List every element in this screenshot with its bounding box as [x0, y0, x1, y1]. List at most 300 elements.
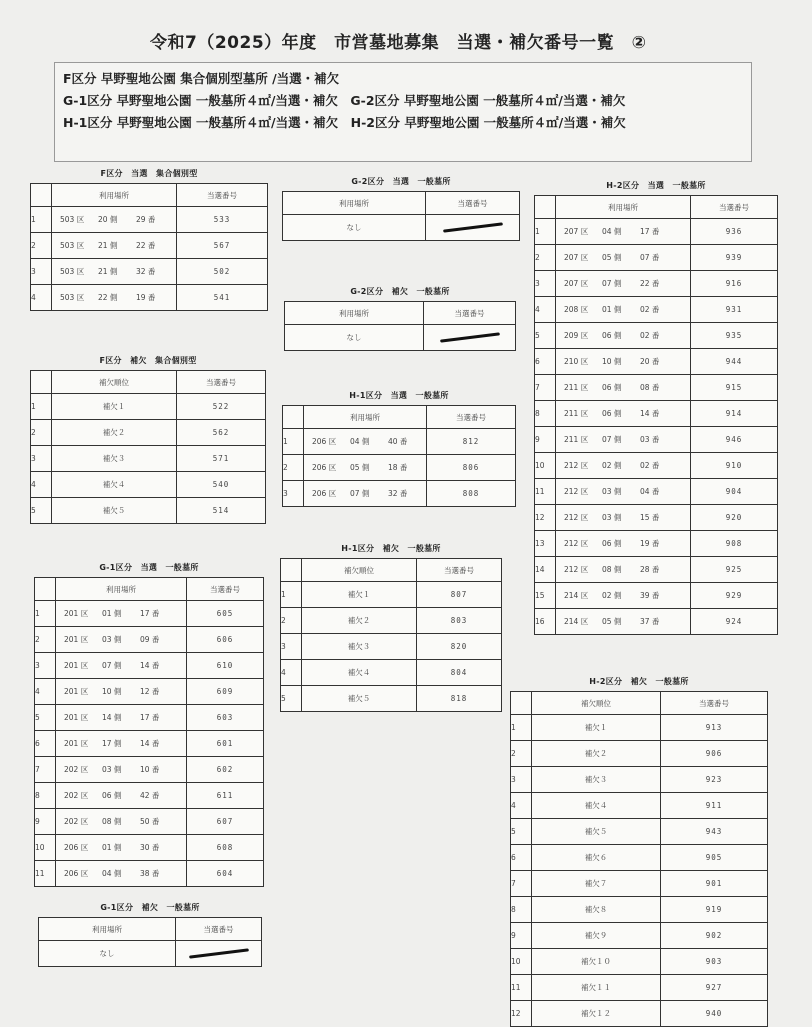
plot-number: 10 番 [140, 765, 160, 774]
dash-mark [440, 332, 500, 342]
winning-number: 562 [177, 420, 266, 446]
plot-number: 02 番 [640, 305, 660, 314]
g2-winners-section [282, 176, 520, 241]
location-cell [556, 557, 691, 583]
winning-number: 567 [177, 233, 268, 259]
table-row [511, 923, 768, 949]
h2-substitutes-section [510, 676, 768, 1027]
plot-area: 211 区 [564, 383, 589, 392]
row-index: 5 [31, 498, 52, 524]
plot-side: 07 側 [102, 661, 122, 670]
location-cell [52, 207, 177, 233]
table-row [511, 871, 768, 897]
location-cell [556, 505, 691, 531]
row-index: 1 [511, 715, 532, 741]
row-index: 3 [35, 653, 56, 679]
plot-side: 10 側 [102, 687, 122, 696]
substitute-order: 補欠３ [532, 767, 661, 793]
row-index: 16 [535, 609, 556, 635]
table-row [281, 634, 502, 660]
table-row [535, 531, 778, 557]
row-index: 4 [511, 793, 532, 819]
winning-number: 924 [691, 609, 778, 635]
plot-number: 18 番 [388, 463, 408, 472]
plot-side: 03 側 [602, 487, 622, 496]
page-title: 令和7（2025）年度 市営墓地募集 当選・補欠番号一覧 ② [150, 33, 647, 53]
plot-number: 14 番 [640, 409, 660, 418]
plot-side: 06 側 [102, 791, 122, 800]
location-cell [56, 627, 187, 653]
table-row [31, 285, 268, 311]
section-title: H-1区分 補欠 一般墓所 [341, 544, 441, 553]
location-cell [52, 233, 177, 259]
plot-area: 207 区 [564, 227, 589, 236]
row-index: 4 [31, 472, 52, 498]
section-title: F区分 当選 集合個別型 [100, 169, 198, 178]
location-header: 利用場所 [39, 918, 176, 941]
plot-area: 212 区 [564, 513, 589, 522]
winning-number: 610 [187, 653, 264, 679]
plot-area: 201 区 [64, 609, 89, 618]
section-title: F区分 補欠 集合個別型 [99, 356, 197, 365]
plot-area: 503 区 [60, 293, 85, 302]
table-row [31, 233, 268, 259]
plot-number: 15 番 [640, 513, 660, 522]
location-cell [56, 731, 187, 757]
plot-number: 29 番 [136, 215, 156, 224]
table-row [35, 601, 264, 627]
winning-number: 908 [691, 531, 778, 557]
row-index: 10 [511, 949, 532, 975]
plot-number: 03 番 [640, 435, 660, 444]
plot-number: 09 番 [140, 635, 160, 644]
winning-number: 936 [691, 219, 778, 245]
winning-number: 906 [661, 741, 768, 767]
winning-number: 502 [177, 259, 268, 285]
table-row [535, 349, 778, 375]
row-index: 4 [31, 285, 52, 311]
table-row [35, 653, 264, 679]
plot-side: 04 側 [350, 437, 370, 446]
winning-number: 946 [691, 427, 778, 453]
plot-area: 206 区 [312, 463, 337, 472]
section-title: G-1区分 補欠 一般墓所 [100, 903, 200, 912]
plot-area: 201 区 [64, 687, 89, 696]
row-index: 2 [35, 627, 56, 653]
row-index: 2 [511, 741, 532, 767]
plot-area: 201 区 [64, 713, 89, 722]
winning-number: 915 [691, 375, 778, 401]
row-index: 1 [281, 582, 302, 608]
location-cell [556, 427, 691, 453]
plot-side: 03 側 [102, 765, 122, 774]
location-cell [304, 429, 427, 455]
row-index: 8 [511, 897, 532, 923]
plot-number: 22 番 [136, 241, 156, 250]
row-index: 12 [535, 505, 556, 531]
plot-side: 06 側 [602, 383, 622, 392]
location-cell [56, 783, 187, 809]
plot-side: 08 側 [102, 817, 122, 826]
location-header: 利用場所 [556, 196, 691, 219]
location-cell [56, 757, 187, 783]
plot-side: 14 側 [102, 713, 122, 722]
row-index: 2 [535, 245, 556, 271]
table-row [511, 845, 768, 871]
plot-area: 212 区 [564, 487, 589, 496]
table-row [535, 219, 778, 245]
plot-side: 17 側 [102, 739, 122, 748]
table-header-row [285, 302, 516, 325]
table-row [285, 325, 516, 351]
number-header: 当選番号 [176, 918, 262, 941]
plot-area: 201 区 [64, 635, 89, 644]
substitute-order: 補欠９ [532, 923, 661, 949]
row-index: 5 [511, 819, 532, 845]
table-row [511, 897, 768, 923]
location-cell [556, 479, 691, 505]
substitute-order: 補欠３ [52, 446, 177, 472]
winning-number: 803 [417, 608, 502, 634]
table-row [31, 446, 266, 472]
h1-winners-section [282, 390, 516, 507]
plot-number: 02 番 [640, 461, 660, 470]
plot-area: 503 区 [60, 241, 85, 250]
winning-number: 920 [691, 505, 778, 531]
plot-side: 05 側 [350, 463, 370, 472]
row-index: 10 [35, 835, 56, 861]
table-header-row [535, 196, 778, 219]
row-index: 11 [35, 861, 56, 887]
location-cell [56, 809, 187, 835]
winning-number: 611 [187, 783, 264, 809]
number-header: 当選番号 [691, 196, 778, 219]
row-index: 11 [535, 479, 556, 505]
plot-side: 06 側 [602, 409, 622, 418]
winning-number: 910 [691, 453, 778, 479]
substitute-order: 補欠３ [302, 634, 417, 660]
g2-winners-table [282, 191, 520, 241]
plot-area: 202 区 [64, 817, 89, 826]
table-row [39, 941, 262, 967]
table-header-row [281, 559, 502, 582]
table-row [511, 793, 768, 819]
substitute-order: 補欠７ [532, 871, 661, 897]
row-index: 2 [31, 233, 52, 259]
substitute-order: 補欠４ [302, 660, 417, 686]
winning-number: 903 [661, 949, 768, 975]
plot-side: 05 側 [602, 253, 622, 262]
plot-side: 21 側 [98, 241, 118, 250]
number-header: 当選番号 [417, 559, 502, 582]
row-index: 9 [511, 923, 532, 949]
row-index: 8 [535, 401, 556, 427]
section-title: H-2区分 補欠 一般墓所 [589, 677, 689, 686]
table-row [511, 741, 768, 767]
table-row [31, 472, 266, 498]
index-header [511, 692, 532, 715]
row-index: 5 [281, 686, 302, 712]
row-index: 3 [281, 634, 302, 660]
plot-number: 39 番 [640, 591, 660, 600]
winning-number: 601 [187, 731, 264, 757]
f-substitutes-table [30, 370, 266, 524]
table-row [535, 297, 778, 323]
plot-side: 04 側 [602, 227, 622, 236]
plot-number: 02 番 [640, 331, 660, 340]
winning-number: 807 [417, 582, 502, 608]
plot-number: 19 番 [136, 293, 156, 302]
plot-area: 211 区 [564, 409, 589, 418]
table-row [35, 731, 264, 757]
plot-area: 211 区 [564, 435, 589, 444]
location-cell [556, 401, 691, 427]
row-index: 6 [511, 845, 532, 871]
location-header: 利用場所 [283, 192, 426, 215]
winning-number: 818 [417, 686, 502, 712]
location-cell [56, 653, 187, 679]
substitute-order: 補欠２ [302, 608, 417, 634]
table-row [511, 1001, 768, 1027]
winning-number: 929 [691, 583, 778, 609]
substitute-order: 補欠４ [52, 472, 177, 498]
h2-substitutes-table [510, 691, 768, 1027]
winning-number: 913 [661, 715, 768, 741]
row-index: 1 [283, 429, 304, 455]
f-winners-section [30, 168, 268, 311]
category-summary-box [54, 62, 752, 162]
plot-side: 10 側 [602, 357, 622, 366]
location-cell [52, 285, 177, 311]
plot-area: 206 区 [64, 869, 89, 878]
table-header-row [35, 578, 264, 601]
table-row [535, 505, 778, 531]
plot-side: 07 側 [602, 279, 622, 288]
row-index: 14 [535, 557, 556, 583]
index-header [535, 196, 556, 219]
row-index: 1 [535, 219, 556, 245]
location-cell [304, 481, 427, 507]
plot-number: 12 番 [140, 687, 160, 696]
row-index: 7 [535, 375, 556, 401]
plot-area: 214 区 [564, 591, 589, 600]
table-row [281, 582, 502, 608]
summary-line-f: F区分 早野聖地公園 集合個別型墓所 /当選・補欠 [63, 71, 340, 86]
plot-area: 212 区 [564, 539, 589, 548]
table-row [535, 453, 778, 479]
winning-number: 911 [661, 793, 768, 819]
plot-number: 14 番 [140, 739, 160, 748]
order-header: 補欠順位 [532, 692, 661, 715]
substitute-order: 補欠５ [302, 686, 417, 712]
section-title: G-2区分 補欠 一般墓所 [350, 287, 450, 296]
plot-side: 02 側 [602, 461, 622, 470]
plot-side: 05 側 [602, 617, 622, 626]
plot-side: 08 側 [602, 565, 622, 574]
row-index: 13 [535, 531, 556, 557]
row-index: 9 [35, 809, 56, 835]
plot-area: 201 区 [64, 661, 89, 670]
winning-number: 935 [691, 323, 778, 349]
substitute-order: 補欠２ [52, 420, 177, 446]
table-header-row [31, 184, 268, 207]
winning-number: 604 [187, 861, 264, 887]
winning-number: 916 [691, 271, 778, 297]
table-row [535, 427, 778, 453]
plot-side: 07 側 [350, 489, 370, 498]
plot-area: 207 区 [564, 279, 589, 288]
table-row [535, 583, 778, 609]
table-row [535, 245, 778, 271]
table-row [535, 609, 778, 635]
h2-winners-table [534, 195, 778, 635]
plot-number: 50 番 [140, 817, 160, 826]
table-row [511, 715, 768, 741]
table-header-row [283, 192, 520, 215]
plot-side: 22 側 [98, 293, 118, 302]
plot-side: 06 側 [602, 539, 622, 548]
index-header [283, 406, 304, 429]
table-row [31, 498, 266, 524]
section-title: G-2区分 当選 一般墓所 [351, 177, 451, 186]
g1-winners-table [34, 577, 264, 887]
row-index: 6 [535, 349, 556, 375]
table-row [511, 767, 768, 793]
substitute-order: 補欠１１ [532, 975, 661, 1001]
row-index: 2 [283, 455, 304, 481]
number-cell [424, 325, 516, 351]
number-header: 当選番号 [661, 692, 768, 715]
substitute-order: 補欠５ [52, 498, 177, 524]
table-row [35, 835, 264, 861]
substitute-order: 補欠８ [532, 897, 661, 923]
g1-substitutes-section [38, 902, 262, 967]
row-index: 8 [35, 783, 56, 809]
row-index: 2 [31, 420, 52, 446]
table-row [283, 215, 520, 241]
winning-number: 514 [177, 498, 266, 524]
plot-area: 210 区 [564, 357, 589, 366]
plot-area: 207 区 [564, 253, 589, 262]
location-cell [56, 835, 187, 861]
plot-number: 32 番 [136, 267, 156, 276]
none-cell: なし [283, 215, 426, 241]
location-cell [556, 245, 691, 271]
table-row [535, 401, 778, 427]
winning-number: 919 [661, 897, 768, 923]
row-index: 5 [35, 705, 56, 731]
winning-number: 522 [177, 394, 266, 420]
plot-side: 20 側 [98, 215, 118, 224]
winning-number: 808 [427, 481, 516, 507]
plot-area: 202 区 [64, 791, 89, 800]
plot-area: 214 区 [564, 617, 589, 626]
plot-area: 503 区 [60, 267, 85, 276]
plot-area: 503 区 [60, 215, 85, 224]
row-index: 1 [35, 601, 56, 627]
h1-winners-table [282, 405, 516, 507]
plot-area: 206 区 [64, 843, 89, 852]
table-row [535, 271, 778, 297]
table-row [535, 323, 778, 349]
h1-substitutes-table [280, 558, 502, 712]
plot-number: 37 番 [640, 617, 660, 626]
table-header-row [39, 918, 262, 941]
plot-area: 208 区 [564, 305, 589, 314]
f-winners-table [30, 183, 268, 311]
substitute-order: 補欠１０ [532, 949, 661, 975]
winning-number: 806 [427, 455, 516, 481]
plot-side: 06 側 [602, 331, 622, 340]
table-row [511, 819, 768, 845]
location-cell [556, 531, 691, 557]
winning-number: 925 [691, 557, 778, 583]
plot-area: 209 区 [564, 331, 589, 340]
row-index: 3 [283, 481, 304, 507]
winning-number: 608 [187, 835, 264, 861]
table-row [31, 394, 266, 420]
summary-line-g: G-1区分 早野聖地公園 一般墓所４㎡/当選・補欠 G-2区分 早野聖地公園 一般墓所４㎡/当選・補欠 [63, 93, 626, 108]
plot-number: 32 番 [388, 489, 408, 498]
table-row [535, 375, 778, 401]
row-index: 3 [31, 259, 52, 285]
table-row [35, 627, 264, 653]
h1-substitutes-section [280, 543, 502, 712]
plot-side: 07 側 [602, 435, 622, 444]
winning-number: 901 [661, 871, 768, 897]
table-row [283, 429, 516, 455]
table-header-row [511, 692, 768, 715]
row-index: 2 [281, 608, 302, 634]
table-row [35, 783, 264, 809]
plot-area: 201 区 [64, 739, 89, 748]
substitute-order: 補欠１２ [532, 1001, 661, 1027]
location-cell [556, 453, 691, 479]
number-header: 当選番号 [424, 302, 516, 325]
table-row [35, 679, 264, 705]
number-cell [426, 215, 520, 241]
winning-number: 606 [187, 627, 264, 653]
winning-number: 820 [417, 634, 502, 660]
table-row [535, 479, 778, 505]
winning-number: 931 [691, 297, 778, 323]
plot-number: 28 番 [640, 565, 660, 574]
row-index: 7 [35, 757, 56, 783]
table-header-row [283, 406, 516, 429]
winning-number: 602 [187, 757, 264, 783]
location-cell [556, 219, 691, 245]
plot-number: 14 番 [140, 661, 160, 670]
number-header: 当選番号 [177, 184, 268, 207]
plot-number: 19 番 [640, 539, 660, 548]
table-row [283, 455, 516, 481]
plot-number: 04 番 [640, 487, 660, 496]
row-index: 10 [535, 453, 556, 479]
plot-number: 20 番 [640, 357, 660, 366]
plot-area: 212 区 [564, 461, 589, 470]
winning-number: 943 [661, 819, 768, 845]
section-title: G-1区分 当選 一般墓所 [99, 563, 199, 572]
row-index: 6 [35, 731, 56, 757]
plot-number: 42 番 [140, 791, 160, 800]
row-index: 3 [511, 767, 532, 793]
row-index: 9 [535, 427, 556, 453]
order-header: 補欠順位 [302, 559, 417, 582]
location-header: 利用場所 [56, 578, 187, 601]
winning-number: 540 [177, 472, 266, 498]
plot-area: 206 区 [312, 437, 337, 446]
winning-number: 609 [187, 679, 264, 705]
